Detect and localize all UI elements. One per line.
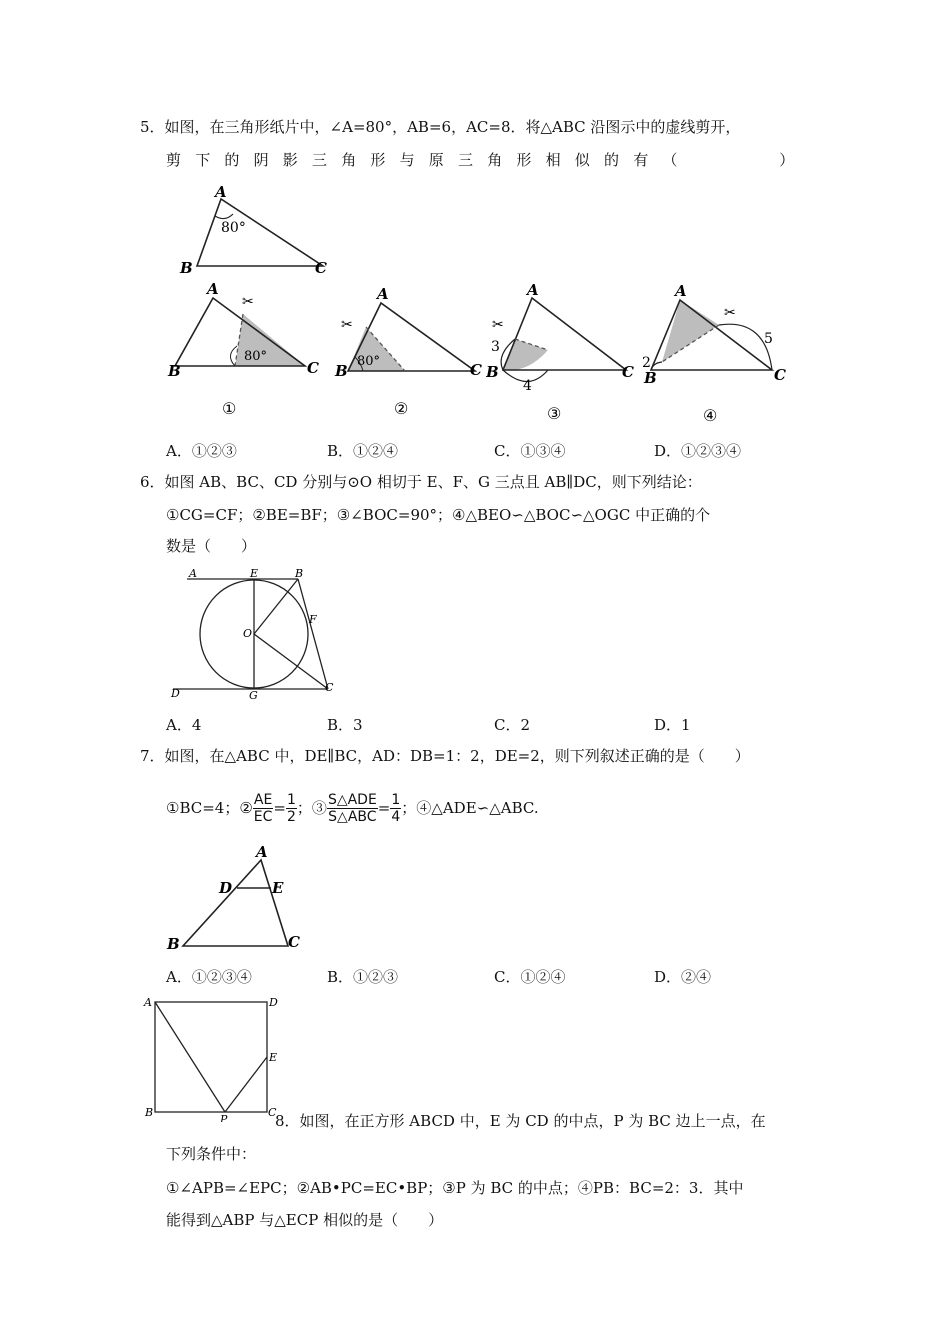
- q8-line2: 下列条件中：: [166, 1145, 257, 1163]
- svg-text:80°: 80°: [244, 349, 268, 364]
- q7-option-c[interactable]: C．①②④: [494, 968, 566, 986]
- q5-main-label-B: B: [180, 259, 193, 277]
- q8-square-figure: [140, 992, 290, 1122]
- q6-option-c[interactable]: C．2: [494, 716, 531, 734]
- svg-text:E: E: [272, 879, 284, 897]
- scissors-icon: ✂: [492, 317, 504, 333]
- scissors-icon: ✂: [341, 317, 353, 333]
- svg-text:C: C: [307, 359, 319, 377]
- q7-line1: 7．如图，在△ABC 中，DE∥BC，AD：DB=1：2，DE=2，则下列叙述正确的是（ ）: [140, 747, 750, 765]
- q5-figure-3: [486, 283, 646, 423]
- q5-figure-4: [640, 283, 800, 425]
- scissors-icon: ✂: [242, 294, 254, 310]
- svg-text:O: O: [243, 627, 253, 640]
- q5-option-b[interactable]: B．①②④: [327, 442, 399, 460]
- q5-figure-2-label: ②: [394, 399, 409, 418]
- svg-text:C: C: [470, 361, 482, 379]
- svg-text:C: C: [325, 681, 334, 694]
- svg-text:G: G: [249, 689, 258, 702]
- q5-option-c[interactable]: C．①③④: [494, 442, 566, 460]
- svg-text:2: 2: [642, 355, 651, 371]
- q5-line1: 5．如图，在三角形纸片中，∠A=80°，AB=6，AC=8．将△ABC 沿图示中的虚线剪开，: [140, 118, 741, 136]
- q8-line3: ①∠APB=∠EPC；②AB•PC=EC•BP；③P 为 BC 的中点；④PB：BC=2：3．其中: [166, 1179, 744, 1197]
- q5-figure-4-label: ④: [703, 406, 718, 425]
- svg-text:A: A: [144, 996, 152, 1009]
- svg-text:D: D: [171, 687, 180, 700]
- svg-text:A: A: [207, 280, 219, 298]
- svg-text:A: A: [675, 283, 687, 300]
- svg-text:D: D: [269, 996, 278, 1009]
- svg-text:B: B: [168, 362, 181, 380]
- svg-text:B: B: [145, 1106, 154, 1119]
- svg-text:B: B: [644, 369, 657, 387]
- q6-line1: 6．如图 AB、BC、CD 分别与⊙O 相切于 E、F、G 三点且 AB∥DC，则下列结论：: [140, 473, 702, 491]
- q5-main-angle: 80°: [221, 220, 246, 236]
- svg-text:B: B: [295, 567, 304, 580]
- q7-frac-ae-ec: $\frac{AE}{EC}$: [253, 791, 273, 825]
- q5-line2: 剪下的阴影三角形与原三角形相似的有（ ）: [166, 151, 809, 169]
- svg-text:A: A: [189, 567, 197, 580]
- svg-text:5: 5: [764, 331, 773, 347]
- svg-text:A: A: [256, 843, 268, 861]
- q8-line4: 能得到△ABP 与△ECP 相似的是（ ）: [166, 1211, 444, 1229]
- q5-option-d[interactable]: D．①②③④: [654, 442, 742, 460]
- q5-option-a[interactable]: A．①②③: [166, 442, 237, 460]
- q7-option-d[interactable]: D．②④: [654, 968, 712, 986]
- q8-line1: 8．如图，在正方形 ABCD 中，E 为 CD 的中点，P 为 BC 边上一点，在: [275, 1112, 766, 1130]
- q5-figure-1: [165, 280, 325, 420]
- svg-text:D: D: [219, 879, 233, 897]
- svg-text:P: P: [220, 1113, 228, 1122]
- q5-figure-1-label: ①: [222, 399, 237, 418]
- svg-text:4: 4: [523, 378, 532, 394]
- svg-text:F: F: [309, 613, 317, 626]
- q5-main-label-A: A: [215, 183, 227, 201]
- svg-text:B: B: [486, 363, 499, 381]
- svg-text:80°: 80°: [357, 354, 381, 369]
- q6-line3: 数是（ ）: [166, 537, 257, 555]
- q5-main-label-C: C: [315, 259, 327, 277]
- q6-option-d[interactable]: D．1: [654, 716, 691, 734]
- q7-frac-area: $\frac{\text{S△ADE}}{\text{S△ABC}}$: [327, 791, 377, 825]
- q6-circle-figure: [165, 565, 345, 705]
- q5-figure-3-label: ③: [547, 404, 562, 423]
- q5-main-triangle-figure: [175, 182, 345, 277]
- q7-triangle-figure: [165, 842, 315, 957]
- svg-text:A: A: [527, 283, 539, 299]
- q7-stmt-1: ①BC=4；②: [166, 799, 253, 817]
- q7-frac-1-4: $\frac{1}{4}$: [391, 791, 401, 825]
- svg-text:C: C: [268, 1106, 277, 1119]
- svg-text:A: A: [377, 285, 389, 303]
- svg-text:E: E: [250, 567, 259, 580]
- q5-figure-2: [333, 285, 493, 420]
- svg-text:C: C: [288, 933, 300, 951]
- q6-line2: ①CG=CF；②BE=BF；③∠BOC=90°；④△BEO∽△BOC∽△OGC 中正确的个: [166, 506, 711, 524]
- q7-option-b[interactable]: B．①②③: [327, 968, 399, 986]
- q6-option-b[interactable]: B．3: [327, 716, 363, 734]
- q7-frac-1-2: $\frac{1}{2}$: [287, 791, 296, 825]
- svg-text:B: B: [335, 362, 348, 380]
- svg-text:C: C: [774, 366, 786, 384]
- svg-text:C: C: [622, 363, 634, 381]
- svg-text:3: 3: [491, 339, 500, 355]
- svg-text:B: B: [167, 935, 180, 953]
- scissors-icon: ✂: [724, 305, 736, 321]
- q6-option-a[interactable]: A．4: [166, 716, 202, 734]
- svg-text:E: E: [269, 1051, 278, 1064]
- q7-statements: ①BC=4；② $\frac{AE}{EC}$ = $\frac{1}{2}$ ；③ $\frac{\text{S△ADE}}{\text{S△ABC}}$ = $\frac{1}{4}$ ；④△ADE∽△ABC.: [166, 791, 539, 825]
- q7-option-a[interactable]: A．①②③④: [166, 968, 252, 986]
